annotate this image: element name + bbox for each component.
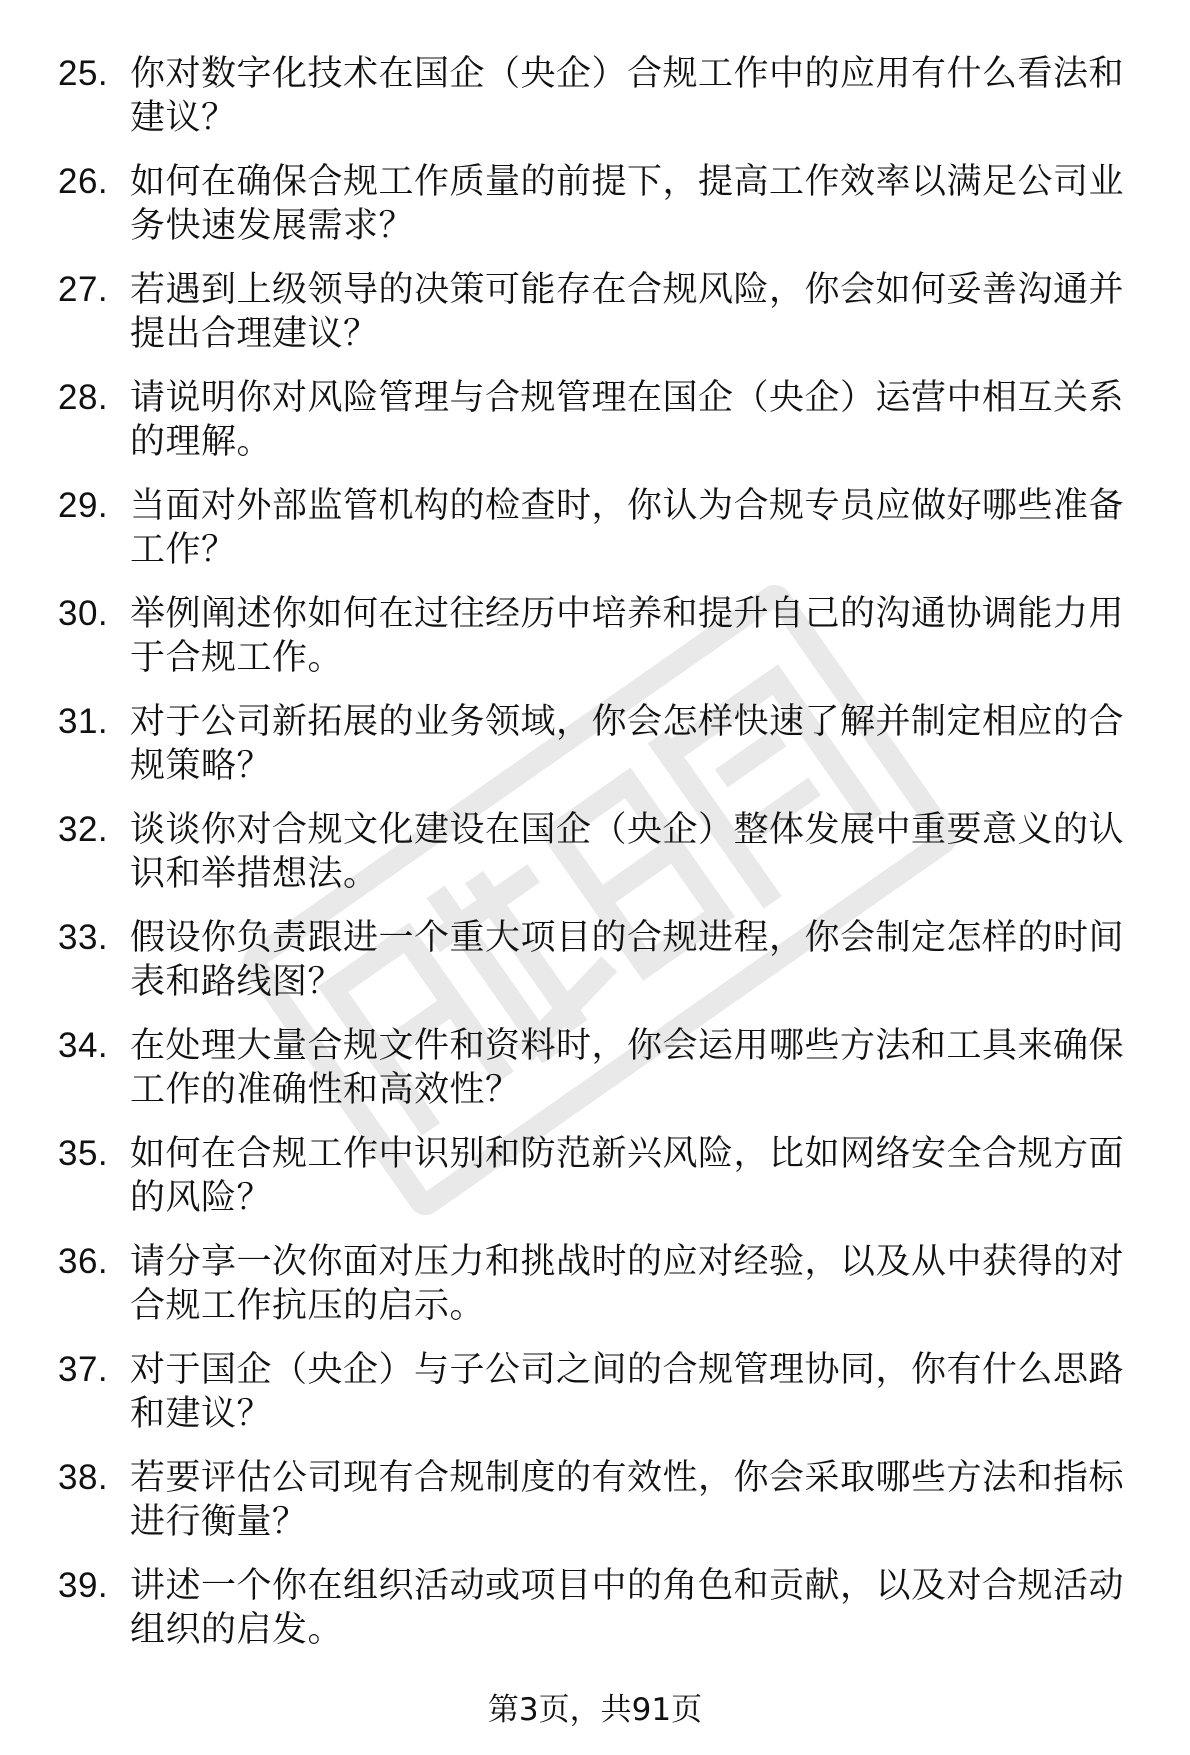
question-text: 请分享一次你面对压力和挑战时的应对经验，以及从中获得的对合规工作抗压的启示。 [130,1242,1125,1326]
question-item [58,1024,1148,1132]
question-number: 27. [58,270,109,309]
question-number: 28. [58,378,109,417]
question-number: 30. [58,594,109,633]
question-number: 38. [58,1458,109,1497]
question-text: 当面对外部监管机构的检查时，你认为合规专员应做好哪些准备工作？ [130,486,1125,570]
question-text: 谈谈你对合规文化建设在国企（央企）整体发展中重要意义的认识和举措想法。 [130,810,1125,894]
question-item [58,52,1148,160]
question-text: 讲述一个你在组织活动或项目中的角色和贡献，以及对合规活动组织的启发。 [130,1566,1125,1650]
question-number: 39. [58,1566,109,1605]
question-item [58,160,1148,268]
question-list [58,52,1148,1672]
question-number: 31. [58,702,109,741]
question-item [58,1132,1148,1240]
question-number: 36. [58,1242,109,1281]
question-item [58,376,1148,484]
question-text: 在处理大量合规文件和资料时，你会运用哪些方法和工具来确保工作的准确性和高效性？ [130,1026,1125,1110]
question-text: 若要评估公司现有合规制度的有效性，你会采取哪些方法和指标进行衡量？ [130,1458,1125,1542]
question-item [58,700,1148,808]
question-item [58,1564,1148,1672]
question-item [58,592,1148,700]
question-number: 35. [58,1134,109,1173]
page-number-label: 第3页，共91页 [487,1692,703,1728]
question-number: 34. [58,1026,109,1065]
question-text: 对于国企（央企）与子公司之间的合规管理协同，你有什么思路和建议？ [130,1350,1125,1434]
question-item [58,484,1148,592]
question-text: 你对数字化技术在国企（央企）合规工作中的应用有什么看法和建议？ [130,54,1125,138]
question-item [58,1240,1148,1348]
question-item [58,1456,1148,1564]
question-number: 25. [58,54,109,93]
question-text: 举例阐述你如何在过往经历中培养和提升自己的沟通协调能力用于合规工作。 [130,594,1125,678]
question-number: 33. [58,918,109,957]
question-number: 37. [58,1350,109,1389]
question-number: 26. [58,162,109,201]
question-text: 假设你负责跟进一个重大项目的合规进程，你会制定怎样的时间表和路线图？ [130,918,1125,1002]
question-item [58,808,1148,916]
question-text: 若遇到上级领导的决策可能存在合规风险，你会如何妥善沟通并提出合理建议？ [130,270,1125,354]
question-item [58,268,1148,376]
question-text: 如何在确保合规工作质量的前提下，提高工作效率以满足公司业务快速发展需求？ [130,162,1125,246]
question-item [58,916,1148,1024]
question-text: 对于公司新拓展的业务领域，你会怎样快速了解并制定相应的合规策略？ [130,702,1125,786]
question-text: 请说明你对风险管理与合规管理在国企（央企）运营中相互关系的理解。 [130,378,1125,462]
question-number: 32. [58,810,109,849]
page-footer [0,1690,1190,1730]
question-number: 29. [58,486,109,525]
question-item [58,1348,1148,1456]
question-text: 如何在合规工作中识别和防范新兴风险，比如网络安全合规方面的风险？ [130,1134,1125,1218]
